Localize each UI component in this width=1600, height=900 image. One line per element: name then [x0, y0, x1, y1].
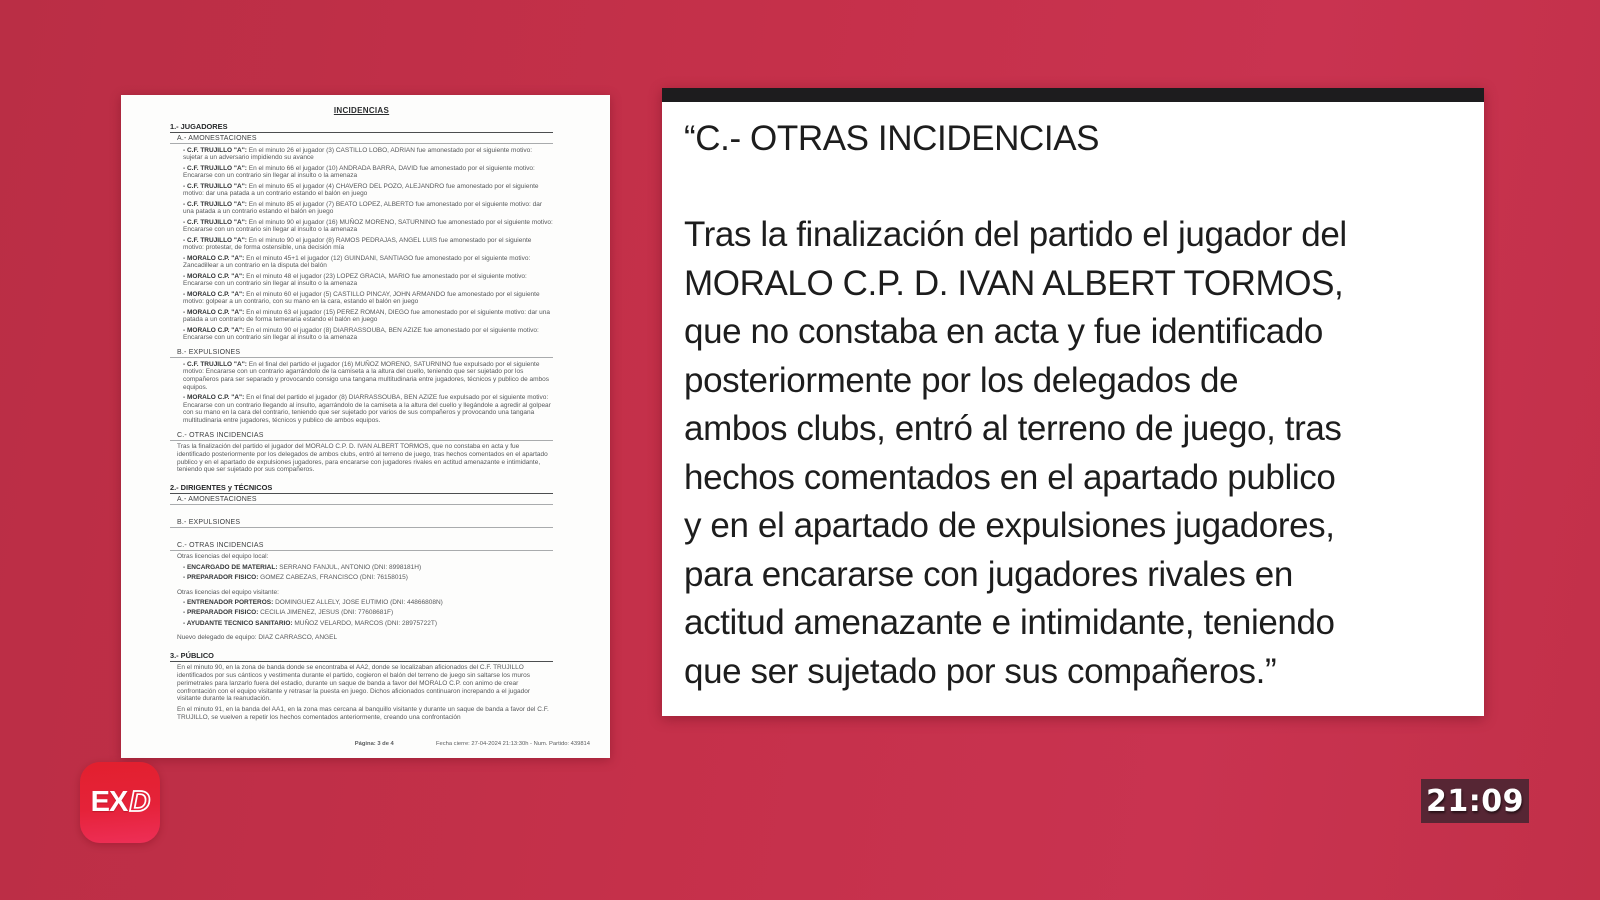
- doc-entry-label: - MORALO C.P. "A":: [183, 394, 247, 401]
- doc-h1: 3.- PÚBLICO: [170, 651, 553, 662]
- quote-line: Tras la finalización del partido el jugador del: [684, 215, 1347, 254]
- doc-h2: B.- EXPULSIONES: [170, 519, 553, 528]
- quote-line: para encararse con jugadores rivales en: [684, 554, 1293, 594]
- doc-p: Otras licencias del equipo visitante:: [177, 588, 279, 596]
- doc-entry-label: - C.F. TRUJILLO "A":: [183, 146, 249, 154]
- doc-p: En el minuto 90, en la zona de banda donde se encontraba el AA2, donde se localizaban aficionados del C.F. TRUJILLO identificados por sus cánticos y vestimenta durante el partido, cogieron el balón del terreno de juego sin saltarse los muros perimetrales para lanzarlo fuera del estadio, durante un saque de banda a favor del MORALO C.P. con animo de crear confrontación con el equipo visitante y retrasar la puesta en juego. Dichos aficionados continuaron increpando a el jugador visitante durante la reanudación.: [177, 664, 531, 703]
- doc-entry: - C.F. TRUJILLO "A": En el minuto 66 el jugador (10) ANDRADA BARRA, DAVID fue amonestado por el siguiente motivo: Encararse con un contrario sin llegar al insulto o la amenaza: [183, 164, 535, 180]
- broadcast-clock: [1421, 779, 1529, 823]
- doc-h2: C.- OTRAS INCIDENCIAS: [170, 542, 553, 551]
- doc-entry-label: - C.F. TRUJILLO "A":: [183, 218, 249, 226]
- doc-h2: C.- OTRAS INCIDENCIAS: [170, 432, 553, 441]
- doc-entry: - MORALO C.P. "A": En el final del partido el jugador (8) DIARRASSOUBA, BEN AZIZE fue expulsado por el siguiente motivo: Encararse con un contrario llegando al insulto, agarrándolo de la camiseta a la altura del cuello y llegándole a agredir al golpear con su mano en la cara del contrario, teniendo que ser sujetado por varios de sus compañeros y provocando una tangana multitudinaria entre jugadores, técnicos y publico de ambos equipos.: [183, 394, 551, 425]
- channel-logo-text: [91, 786, 150, 819]
- doc-entry: - ENCARGADO DE MATERIAL: SERRANO FANJUL, ANTONIO (DNI: 8998181H): [183, 563, 422, 571]
- doc-entry-label: - PREPARADOR FISICO:: [183, 574, 261, 581]
- doc-p: Nuevo delegado de equipo: DIAZ CARRASCO, ANGEL: [177, 634, 338, 642]
- channel-logo: [80, 762, 160, 843]
- doc-entry-label: - MORALO C.P. "A":: [183, 290, 247, 298]
- quote-heading: “C.- OTRAS INCIDENCIAS: [684, 119, 1100, 158]
- report-footer: [170, 741, 590, 749]
- doc-entry-label: - C.F. TRUJILLO "A":: [183, 360, 249, 368]
- doc-entry-label: - AYUDANTE TECNICO SANITARIO:: [183, 619, 295, 627]
- doc-entry: - PREPARADOR FISICO: GOMEZ CABEZAS, FRANCISCO (DNI: 76158015): [183, 574, 408, 581]
- doc-entry: - C.F. TRUJILLO "A": En el minuto 90 el jugador (8) RAMOS PEDRAJAS, ANGEL LUIS fue amonestado por el siguiente motivo: protestar, de forma ostensible, una decisión mía: [183, 236, 532, 252]
- doc-entry: - PREPARADOR FISICO: CECILIA JIMENEZ, JESUS (DNI: 77608681F): [183, 609, 394, 617]
- doc-entry-label: - MORALO C.P. "A":: [183, 326, 247, 334]
- doc-h2: B.- EXPULSIONES: [170, 349, 553, 358]
- doc-entry: - MORALO C.P. "A": En el minuto 48 el jugador (23) LOPEZ GRACIA, MARIO fue amonestado por el siguiente motivo: Encararse con un contrario sin llegar al insulto o la amenaza: [183, 272, 527, 288]
- quote-panel: [662, 88, 1484, 716]
- report-page-number: Página: 3 de 4: [354, 741, 394, 747]
- doc-h2: A.- AMONESTACIONES: [170, 135, 553, 144]
- doc-entry: - C.F. TRUJILLO "A": En el final del partido el jugador (16) MUÑOZ MORENO, SATURNINO fue expulsado por el siguiente motivo: Encararse con un contrario agarrándolo de la camiseta a la altura del cuello, teniendo que ser sujetado por los compañeros para ser separado y provocando consigo una tangana multitudinaria entre jugadores, técnicos y publico de ambos equipos.: [183, 360, 550, 391]
- logo-outline-letter: D: [129, 786, 150, 818]
- doc-entry: - C.F. TRUJILLO "A": En el minuto 90 el jugador (16) MUÑOZ MORENO, SATURNINO fue amonestado por el siguiente motivo: Encararse con un contrario sin llegar al insulto o la amenaza: [183, 218, 553, 234]
- doc-entry-label: - PREPARADOR FISICO:: [183, 609, 261, 617]
- match-report-page: [121, 95, 610, 758]
- doc-entry-label: - C.F. TRUJILLO "A":: [183, 182, 249, 190]
- doc-p: Otras licencias del equipo local:: [177, 553, 269, 561]
- doc-entry: - MORALO C.P. "A": En el minuto 45+1 el jugador (12) GUINDANI, SANTIAGO fue amonestado por el siguiente motivo: Zancadillear a un contrario en la disputa del balón: [183, 254, 531, 270]
- doc-entry: - C.F. TRUJILLO "A": En el minuto 65 el jugador (4) CHAVERO DEL POZO, ALEJANDRO fue amonestado por el siguiente motivo: dar una patada a un contrario estando el balón en juego: [183, 182, 539, 198]
- quote-lines: [684, 211, 1466, 696]
- quote-line: que ser sujetado por sus compañeros.”: [684, 651, 1277, 691]
- doc-entry: - C.F. TRUJILLO "A": En el minuto 85 el jugador (7) BEATO LOPEZ, ALBERTO fue amonestado por el siguiente motivo: dar una patada a un contrario estando el balón en juego: [183, 200, 543, 216]
- report-document-body: [170, 106, 553, 732]
- quote-line: MORALO C.P. D. IVAN ALBERT TORMOS,: [684, 263, 1344, 303]
- doc-entry: - MORALO C.P. "A": En el minuto 60 el jugador (5) CASTILLO PINCAY, JOHN ARMANDO fue amonestado por el siguiente motivo: golpear a un contrario, con su mano en la cara, estando el balón en juego: [183, 290, 540, 306]
- doc-entry-label: - ENTRENADOR PORTEROS:: [183, 599, 276, 606]
- doc-entry-label: - MORALO C.P. "A":: [183, 308, 247, 316]
- quote-line: que no constaba en acta y fue identificado: [684, 312, 1323, 351]
- doc-h1: 1.- JUGADORES: [170, 122, 553, 133]
- doc-p: En el minuto 91, en la banda del AA1, en la zona mas cercana al banquillo visitante y durante un saque de banda a favor del C.F. TRUJILLO, se vuelven a repetir los hechos comentados anteriormente, creando una confrontación: [177, 705, 549, 721]
- doc-entry-label: - C.F. TRUJILLO "A":: [183, 200, 249, 208]
- doc-entry-label: - MORALO C.P. "A":: [183, 254, 247, 262]
- quote-line: posteriormente por los delegados de: [684, 360, 1239, 400]
- quote-body: [662, 102, 1484, 696]
- quote-line: ambos clubs, entró al terreno de juego, tras: [684, 409, 1342, 448]
- doc-entry: - MORALO C.P. "A": En el minuto 90 el jugador (8) DIARRASSOUBA, BEN AZIZE fue amonestado por el siguiente motivo: Encararse con un contrario sin llegar al insulto o la amenaza: [183, 326, 539, 342]
- logo-solid-letters: EX: [90, 786, 128, 818]
- doc-entry-label: - C.F. TRUJILLO "A":: [183, 164, 249, 172]
- doc-entry: - ENTRENADOR PORTEROS: DOMINGUEZ ALLELY, JOSE EUTIMIO (DNI: 44866808N): [183, 599, 443, 606]
- report-title: INCIDENCIAS: [333, 106, 390, 115]
- doc-h1: 2.- DIRIGENTES y TÉCNICOS: [170, 483, 553, 494]
- report-footer-meta: Fecha cierre: 27-04-2024 21:13:30h - Num. Partido: 439814: [435, 741, 590, 747]
- doc-entry: - C.F. TRUJILLO "A": En el minuto 26 el jugador (3) CASTILLO LOBO, ADRIAN fue amonestado por el siguiente motivo: sujetar a un adversario impidiendo su avance: [183, 146, 533, 162]
- doc-entry: - AYUDANTE TECNICO SANITARIO: MUÑOZ VELARDO, MARCOS (DNI: 28975722T): [183, 619, 438, 627]
- doc-entry-label: - ENCARGADO DE MATERIAL:: [183, 563, 280, 571]
- doc-entry: - MORALO C.P. "A": En el minuto 63 el jugador (15) PEREZ ROMAN, DIEGO fue amonestado por el siguiente motivo: dar una patada a un contrario de forma temeraria estando el balón en juego: [183, 308, 550, 324]
- clock-time: 21:09: [1426, 783, 1524, 819]
- doc-entry-label: - C.F. TRUJILLO "A":: [183, 236, 249, 244]
- doc-h2: A.- AMONESTACIONES: [170, 496, 553, 505]
- doc-p: Tras la finalización del partido el jugador del MORALO C.P. D. IVAN ALBERT TORMOS, que no constaba en acta y fue identificado posteriormente por los delegados de ambos clubs, entró al terreno de juego, tras hechos comentados en el apartado publico y en el apartado de expulsiones jugadores, para encararse con jugadores rivales en actitud amenazante e intimidante, teniendo que ser sujetado por sus compañeros.: [177, 443, 548, 474]
- quote-line: hechos comentados en el apartado publico: [684, 457, 1336, 497]
- quote-panel-top-bar: [662, 88, 1484, 102]
- quote-line: actitud amenazante e intimidante, teniendo: [684, 603, 1335, 642]
- doc-entry-label: - MORALO C.P. "A":: [183, 272, 247, 280]
- quote-line: y en el apartado de expulsiones jugadores,: [684, 506, 1335, 545]
